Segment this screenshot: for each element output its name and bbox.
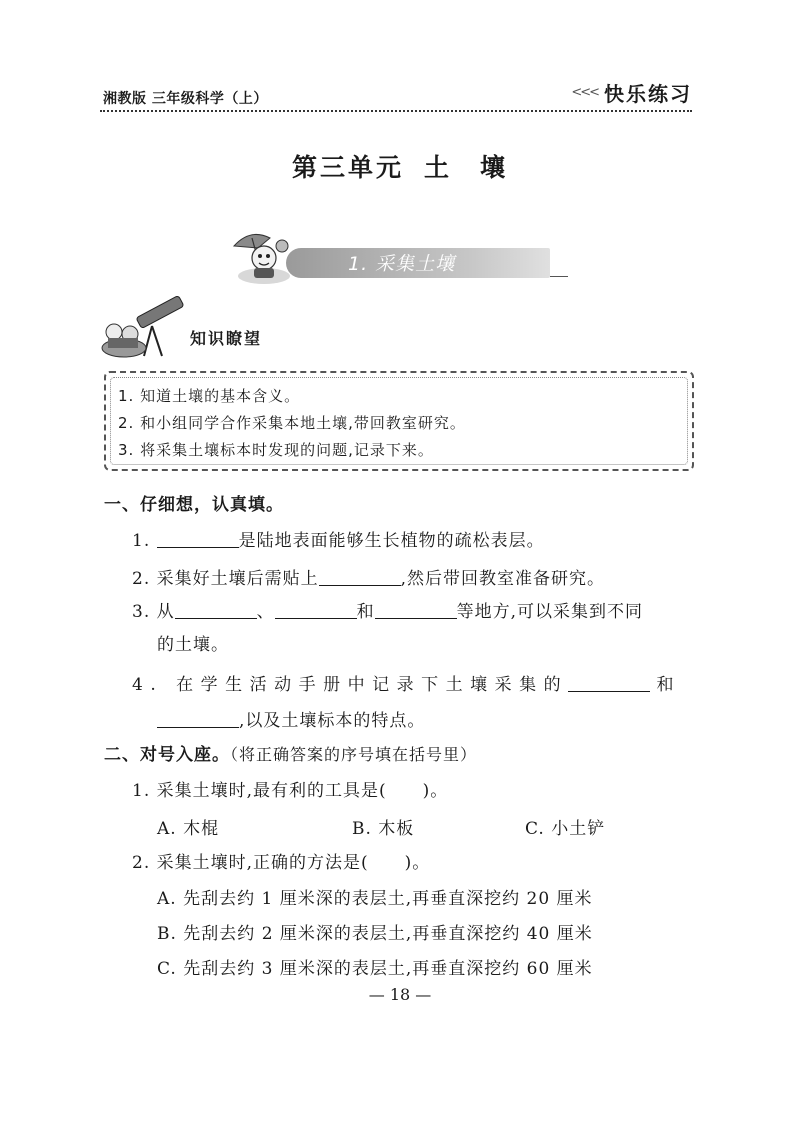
answer-blank[interactable] (319, 568, 401, 586)
page-header (100, 84, 692, 114)
book-edition-label: 湘教版 三年级科学（上） (103, 91, 268, 107)
question-1-1 (132, 526, 545, 551)
question-text: 2. 采集好土壤后需贴上 (132, 569, 319, 589)
option-c: C. 小土铲 (525, 819, 606, 839)
option-a: A. 木棍 (157, 819, 220, 839)
lesson-title-underline (550, 276, 568, 277)
question-2-2 (132, 848, 430, 873)
section-2-instruction: （将正确答案的序号填在括号里） (230, 745, 478, 764)
option-a: A. 先刮去约 1 厘米深的表层土,再垂直深挖约 20 厘米 (157, 889, 593, 909)
page-number: — 18 — (368, 985, 432, 1004)
knowledge-item: 1. 知道土壤的基本含义。 (118, 387, 301, 405)
question-text: 1. 采集土壤时,最有利的工具是( (132, 781, 387, 801)
separator: 、 (256, 602, 275, 622)
knowledge-title: 知识瞭望 (190, 329, 263, 348)
answer-blank[interactable] (157, 710, 239, 728)
question-1-3 (132, 597, 643, 622)
option-b: B. 木板 (352, 819, 415, 839)
knowledge-item: 3. 将采集土壤标本时发现的问题,记录下来。 (118, 441, 434, 459)
knowledge-heading (100, 296, 290, 362)
header-divider (100, 110, 692, 112)
knowledge-item: 2. 和小组同学合作采集本地土壤,带回教室研究。 (118, 414, 466, 432)
header-brand-group (571, 78, 692, 107)
question-text: ,然后带回教室准备研究。 (400, 569, 606, 589)
unit-title (0, 148, 800, 184)
question-text: 4. 在学生活动手册中记录下土壤采集的 (132, 675, 569, 695)
question-text: 2. 采集土壤时,正确的方法是( (132, 853, 369, 873)
question-1-4-continued (157, 706, 425, 731)
question-text: )。 (422, 781, 449, 801)
question-text: 3. 从 (132, 602, 175, 622)
answer-blank[interactable] (275, 601, 357, 619)
answer-blank[interactable] (175, 601, 257, 619)
question-1-2 (132, 564, 605, 589)
unit-name: 土 壤 (424, 153, 509, 182)
lesson-banner (228, 224, 568, 288)
lesson-title: 1. 采集土壤 (348, 253, 456, 275)
separator: 和 (356, 602, 375, 622)
unit-number: 第三单元 (291, 153, 404, 182)
question-text: 等地方,可以采集到不同 (456, 602, 644, 622)
question-text: ,以及土壤标本的特点。 (239, 711, 426, 731)
question-1-3-continued: 的土壤。 (157, 635, 229, 655)
option-c: C. 先刮去约 3 厘米深的表层土,再垂直深挖约 60 厘米 (157, 959, 593, 979)
mascot-icon (228, 224, 294, 288)
question-text: )。 (404, 853, 431, 873)
question-2-1 (132, 776, 448, 801)
question-text: 是陆地表面能够生长植物的疏松表层。 (238, 531, 545, 551)
answer-blank[interactable] (568, 674, 650, 692)
answer-blank[interactable] (157, 530, 239, 548)
chevron-left-icon: <<< (571, 85, 598, 100)
section-2-title (104, 740, 477, 765)
answer-blank[interactable] (375, 601, 457, 619)
knowledge-box (104, 371, 694, 471)
question-1-4 (132, 670, 675, 695)
telescope-icon (100, 296, 190, 360)
section-1-title: 一、仔细想，认真填。 (104, 495, 284, 515)
option-b: B. 先刮去约 2 厘米深的表层土,再垂直深挖约 40 厘米 (157, 924, 593, 944)
question-text: 和 (656, 675, 675, 695)
section-2-heading: 二、对号入座。 (104, 745, 230, 765)
question-number: 1. (132, 531, 151, 551)
series-brand: 快乐练习 (604, 82, 692, 106)
